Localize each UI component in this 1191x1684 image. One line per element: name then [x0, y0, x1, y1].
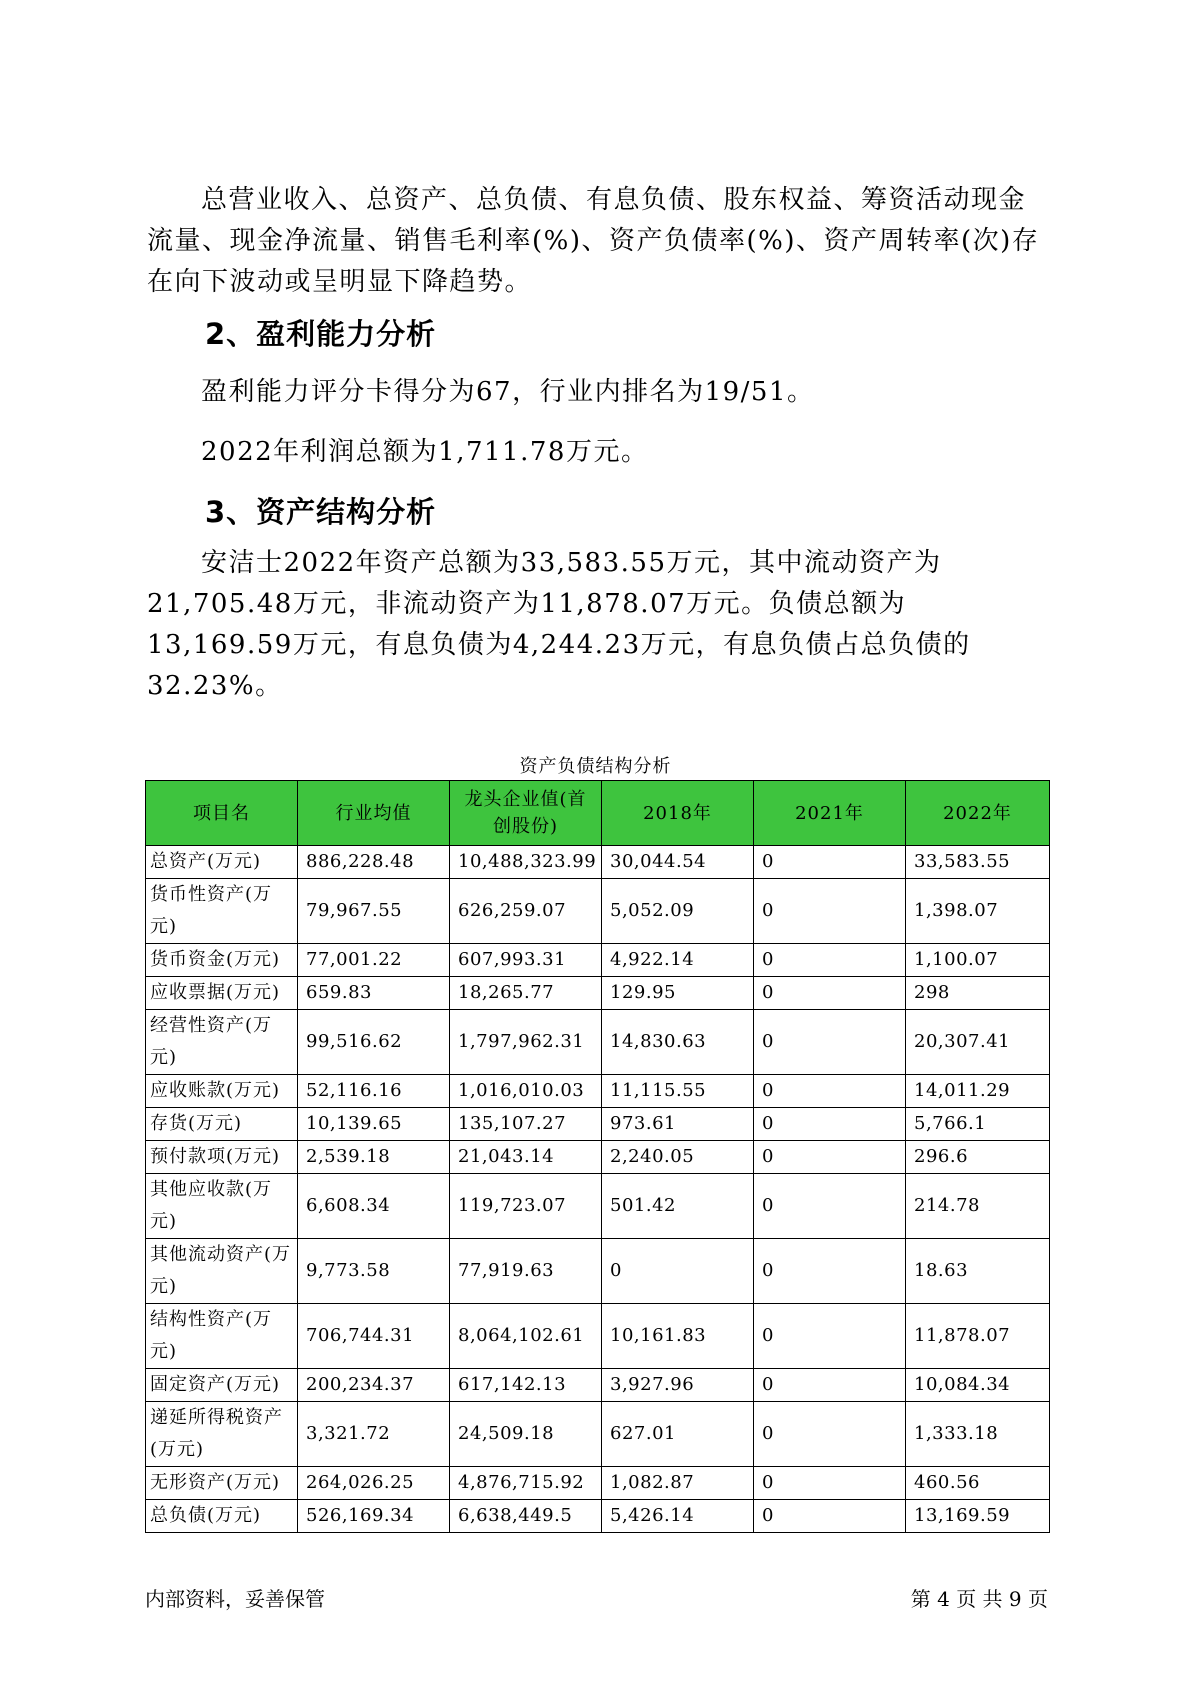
asset-liability-table: [145, 780, 1050, 1533]
table-cell: 5,052.09: [602, 879, 754, 944]
row-label: 固定资产(万元): [146, 1369, 298, 1402]
table-cell: 119,723.07: [450, 1174, 602, 1239]
table-cell: 14,830.63: [602, 1010, 754, 1075]
table-cell: 77,001.22: [298, 944, 450, 977]
row-label: 结构性资产(万元): [146, 1304, 298, 1369]
table-cell: 886,228.48: [298, 846, 450, 879]
table-cell: 9,773.58: [298, 1239, 450, 1304]
table-cell: 13,169.59: [906, 1500, 1050, 1533]
table-cell: 5,426.14: [602, 1500, 754, 1533]
table-cell: 0: [754, 977, 906, 1010]
table-cell: 18.63: [906, 1239, 1050, 1304]
table-cell: 296.6: [906, 1141, 1050, 1174]
table-row: [146, 1075, 1050, 1108]
row-label: 应收账款(万元): [146, 1075, 298, 1108]
table-cell: 2,539.18: [298, 1141, 450, 1174]
table-cell: 5,766.1: [906, 1108, 1050, 1141]
table-cell: 21,043.14: [450, 1141, 602, 1174]
table-row: [146, 846, 1050, 879]
table-cell: 99,516.62: [298, 1010, 450, 1075]
row-label: 总资产(万元): [146, 846, 298, 879]
table-cell: 298: [906, 977, 1050, 1010]
table-cell: 1,797,962.31: [450, 1010, 602, 1075]
table-cell: 0: [754, 1141, 906, 1174]
table-cell: 1,100.07: [906, 944, 1050, 977]
table-cell: 10,161.83: [602, 1304, 754, 1369]
table-cell: 20,307.41: [906, 1010, 1050, 1075]
row-label: 货币资金(万元): [146, 944, 298, 977]
table-row: [146, 944, 1050, 977]
table-cell: 10,139.65: [298, 1108, 450, 1141]
profit-total-text: 2022年利润总额为1,711.78万元。: [201, 437, 649, 467]
table-cell: 77,919.63: [450, 1239, 602, 1304]
table-row: [146, 1174, 1050, 1239]
table-cell: 135,107.27: [450, 1108, 602, 1141]
section-heading-profitability: 2、盈利能力分析: [205, 317, 437, 351]
table-cell: 52,116.16: [298, 1075, 450, 1108]
table-cell: 0: [754, 1467, 906, 1500]
header-leader-value: 龙头企业值(首创股份): [450, 781, 602, 846]
row-label: 无形资产(万元): [146, 1467, 298, 1500]
table-cell: 0: [754, 1174, 906, 1239]
table-cell: 0: [602, 1239, 754, 1304]
table-cell: 4,922.14: [602, 944, 754, 977]
table-cell: 0: [754, 1304, 906, 1369]
header-2018: 2018年: [602, 781, 754, 846]
row-label: 总负债(万元): [146, 1500, 298, 1533]
row-label: 存货(万元): [146, 1108, 298, 1141]
table-header-row: [146, 781, 1050, 846]
table-cell: 18,265.77: [450, 977, 602, 1010]
asset-structure-paragraph: 安洁士2022年资产总额为33,583.55万元，其中流动资产为21,705.48万元，非流动资产为11,878.07万元。负债总额为13,169.59万元，有息负债为4,244.23万元，有息负债占总负债的32.23%。: [147, 548, 971, 701]
table-cell: 264,026.25: [298, 1467, 450, 1500]
summary-paragraph: 总营业收入、总资产、总负债、有息负债、股东权益、筹资活动现金流量、现金净流量、销售毛利率(%)、资产负债率(%)、资产周转率(次)存在向下波动或呈明显下降趋势。: [147, 185, 1040, 297]
table-cell: 1,333.18: [906, 1402, 1050, 1467]
table-cell: 4,876,715.92: [450, 1467, 602, 1500]
table-row: [146, 1402, 1050, 1467]
table-cell: 1,016,010.03: [450, 1075, 602, 1108]
header-industry-avg: 行业均值: [298, 781, 450, 846]
row-label: 经营性资产(万元): [146, 1010, 298, 1075]
table-cell: 526,169.34: [298, 1500, 450, 1533]
table-row: [146, 1500, 1050, 1533]
table-row: [146, 977, 1050, 1010]
table-row: [146, 879, 1050, 944]
table-cell: 617,142.13: [450, 1369, 602, 1402]
table-cell: 11,115.55: [602, 1075, 754, 1108]
table-cell: 30,044.54: [602, 846, 754, 879]
table-cell: 129.95: [602, 977, 754, 1010]
table-cell: 659.83: [298, 977, 450, 1010]
table-cell: 1,398.07: [906, 879, 1050, 944]
table-cell: 1,082.87: [602, 1467, 754, 1500]
table-row: [146, 1141, 1050, 1174]
footer-confidential: 内部资料，妥善保管: [145, 1587, 325, 1611]
table-row: [146, 1369, 1050, 1402]
table-cell: 0: [754, 1402, 906, 1467]
table-cell: 501.42: [602, 1174, 754, 1239]
table-cell: 6,638,449.5: [450, 1500, 602, 1533]
section-heading-asset-structure: 3、资产结构分析: [205, 495, 437, 529]
table-cell: 627.01: [602, 1402, 754, 1467]
table-row: [146, 1010, 1050, 1075]
row-label: 应收票据(万元): [146, 977, 298, 1010]
table-cell: 706,744.31: [298, 1304, 450, 1369]
table-row: [146, 1304, 1050, 1369]
table-cell: 973.61: [602, 1108, 754, 1141]
row-label: 预付款项(万元): [146, 1141, 298, 1174]
table-cell: 2,240.05: [602, 1141, 754, 1174]
table-cell: 0: [754, 1108, 906, 1141]
table-cell: 24,509.18: [450, 1402, 602, 1467]
table-cell: 0: [754, 879, 906, 944]
header-2021: 2021年: [754, 781, 906, 846]
row-label: 其他应收款(万元): [146, 1174, 298, 1239]
row-label: 递延所得税资产(万元): [146, 1402, 298, 1467]
row-label: 其他流动资产(万元): [146, 1239, 298, 1304]
table-cell: 626,259.07: [450, 879, 602, 944]
table-cell: 0: [754, 846, 906, 879]
header-2022: 2022年: [906, 781, 1050, 846]
table-cell: 200,234.37: [298, 1369, 450, 1402]
table-cell: 0: [754, 944, 906, 977]
table-cell: 0: [754, 1369, 906, 1402]
table-cell: 10,084.34: [906, 1369, 1050, 1402]
table-cell: 0: [754, 1010, 906, 1075]
header-item-name: 项目名: [146, 781, 298, 846]
table-cell: 33,583.55: [906, 846, 1050, 879]
table-row: [146, 1239, 1050, 1304]
table-cell: 3,321.72: [298, 1402, 450, 1467]
table-cell: 11,878.07: [906, 1304, 1050, 1369]
table-cell: 0: [754, 1239, 906, 1304]
table-cell: 79,967.55: [298, 879, 450, 944]
table-row: [146, 1108, 1050, 1141]
table-cell: 214.78: [906, 1174, 1050, 1239]
table-cell: 3,927.96: [602, 1369, 754, 1402]
table-cell: 10,488,323.99: [450, 846, 602, 879]
table-cell: 0: [754, 1500, 906, 1533]
table-cell: 8,064,102.61: [450, 1304, 602, 1369]
table-cell: 6,608.34: [298, 1174, 450, 1239]
table-cell: 0: [754, 1075, 906, 1108]
row-label: 货币性资产(万元): [146, 879, 298, 944]
table-cell: 607,993.31: [450, 944, 602, 977]
table-row: [146, 1467, 1050, 1500]
table-cell: 14,011.29: [906, 1075, 1050, 1108]
table-cell: 460.56: [906, 1467, 1050, 1500]
footer-page-number: 第 4 页 共 9 页: [910, 1587, 1048, 1611]
table-caption: 资产负债结构分析: [519, 756, 672, 777]
profitability-score-text: 盈利能力评分卡得分为67，行业内排名为19/51。: [201, 377, 815, 407]
